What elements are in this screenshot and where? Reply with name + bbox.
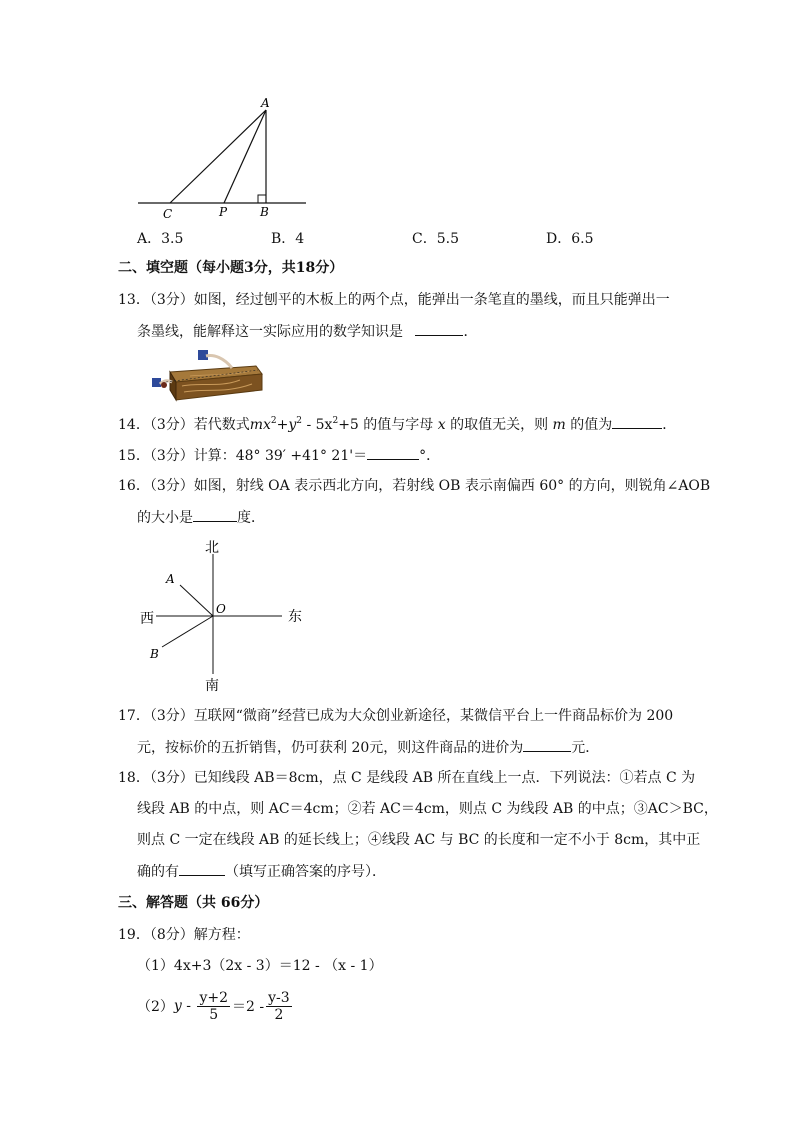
q17-line2-end: 元．: [571, 740, 600, 756]
q18-line2: 线段 AB 的中点，则 AC＝4cm；②若 AC＝4cm，则点 C 为线段 AB 的中点；③AC＞BC，: [137, 801, 718, 817]
q16-line2: [137, 507, 265, 528]
fraction-1-denominator: 5: [209, 1006, 219, 1023]
q18-line1: 18．（3分）已知线段 AB＝8cm，点 C 是线段 AB 所在直线上一点．下列说法：①若点 C 为: [118, 770, 696, 786]
east-label: 东: [288, 609, 302, 625]
q17-line2: [137, 737, 599, 758]
q14-mid: - 5x: [302, 417, 333, 433]
q19-equation-2: [137, 986, 294, 1026]
q14-x: x: [437, 417, 446, 433]
q14-sup1: 2: [270, 416, 277, 426]
label-O: O: [216, 602, 226, 616]
q19-eq2-mid: ＝2 -: [232, 999, 265, 1015]
option-a: A．3.5: [137, 231, 184, 247]
q17-blank[interactable]: [523, 737, 571, 752]
fraction-2: [266, 990, 292, 1023]
q15-blank[interactable]: [367, 445, 419, 460]
q18-line4-end: （填写正确答案的序号）．: [225, 864, 386, 880]
ray-OA: [180, 585, 213, 616]
q14-prefix: 14．（3分）若代数式: [118, 417, 250, 433]
label-C: C: [163, 207, 173, 221]
label-A: A: [166, 572, 175, 586]
label-P: P: [219, 205, 228, 219]
segment-AP: [224, 110, 266, 203]
section-3-title: 三、解答题（共 66分）: [118, 895, 269, 911]
q14-m: m: [552, 417, 566, 433]
q14-rest3: 的值为: [570, 417, 613, 433]
q19-eq2-prefix: （2）: [137, 999, 174, 1015]
ray-OB: [162, 616, 213, 647]
q13-line2-text: 条墨线，能解释这一实际应用的数学知识是: [137, 324, 403, 340]
west-label: 西: [140, 611, 154, 627]
q16-line2-prefix: 的大小是: [137, 510, 193, 526]
q14-blank[interactable]: [612, 414, 662, 429]
q17-line2-prefix: 元，按标价的五折销售，仍可获利 20元，则这件商品的进价为: [137, 740, 524, 756]
q18-line3: 则点 C 一定在线段 AB 的延长线上；④线段 AC 与 BC 的长度和一定不小于 8cm，其中正: [137, 832, 701, 848]
triangle-figure: [130, 92, 315, 224]
q13-blank[interactable]: [415, 321, 463, 336]
wooden-board-illustration: [140, 346, 268, 404]
q19-eq2-y: y: [173, 998, 182, 1014]
fraction-1-numerator: y+2: [199, 989, 229, 1006]
right-angle-marker: [258, 195, 266, 203]
q14-plus-y: +y: [276, 417, 297, 433]
fraction-2-numerator: y-3: [268, 989, 290, 1006]
q18-line4-prefix: 确的有: [137, 864, 179, 880]
fraction-1: [197, 990, 230, 1023]
q14-sup2: 2: [296, 416, 303, 426]
option-c: C．5.5: [412, 231, 459, 247]
label-B: B: [260, 205, 269, 219]
label-B: B: [150, 647, 159, 661]
segment-AC: [170, 110, 266, 203]
option-b: B．4: [271, 231, 305, 247]
option-d: D．6.5: [546, 231, 594, 247]
q14-rest: +5 的值与字母: [338, 417, 434, 433]
q18-line4: [137, 861, 386, 882]
label-A: A: [261, 96, 270, 110]
q14-sup3: 2: [332, 416, 339, 426]
q16-blank[interactable]: [193, 507, 237, 522]
q14-rest2: 的取值无关，则: [450, 417, 549, 433]
q13-line1: 13．（3分）如图，经过刨平的木板上的两个点，能弹出一条笔直的墨线，而且只能弹出一: [118, 292, 670, 308]
section-2-title: 二、填空题（每小题3分，共18分）: [118, 260, 344, 276]
q15-text: 15．（3分）计算：48° 39′ +41° 21'＝: [118, 448, 368, 464]
q19-equation-1: （1）4x+3（2x - 3）＝12 - （x - 1）: [137, 958, 383, 974]
q15-line: [118, 445, 440, 466]
q16-line2-end: 度．: [237, 510, 265, 526]
south-label: 南: [205, 678, 219, 694]
q18-blank[interactable]: [179, 861, 225, 876]
q16-line1: 16．（3分）如图，射线 OA 表示西北方向，若射线 OB 表示南偏西 60° 的方向，则锐角∠AOB: [118, 478, 711, 494]
north-label: 北: [205, 540, 219, 556]
q14-end: ．: [662, 417, 677, 433]
fraction-2-denominator: 2: [274, 1006, 284, 1023]
q14-line: [118, 414, 676, 435]
q17-line1: 17．（3分）互联网“微商”经营已成为大众创业新途径，某微信平台上一件商品标价为 200: [118, 708, 674, 724]
q19-title: 19．（8分）解方程：: [118, 927, 250, 943]
q14-mx: mx: [249, 417, 271, 433]
q13-line2: [137, 321, 477, 342]
q13-end: ．: [463, 324, 478, 340]
q19-eq2-minus: -: [181, 998, 196, 1014]
q15-end: °．: [419, 448, 441, 464]
compass-figure: [136, 536, 316, 696]
